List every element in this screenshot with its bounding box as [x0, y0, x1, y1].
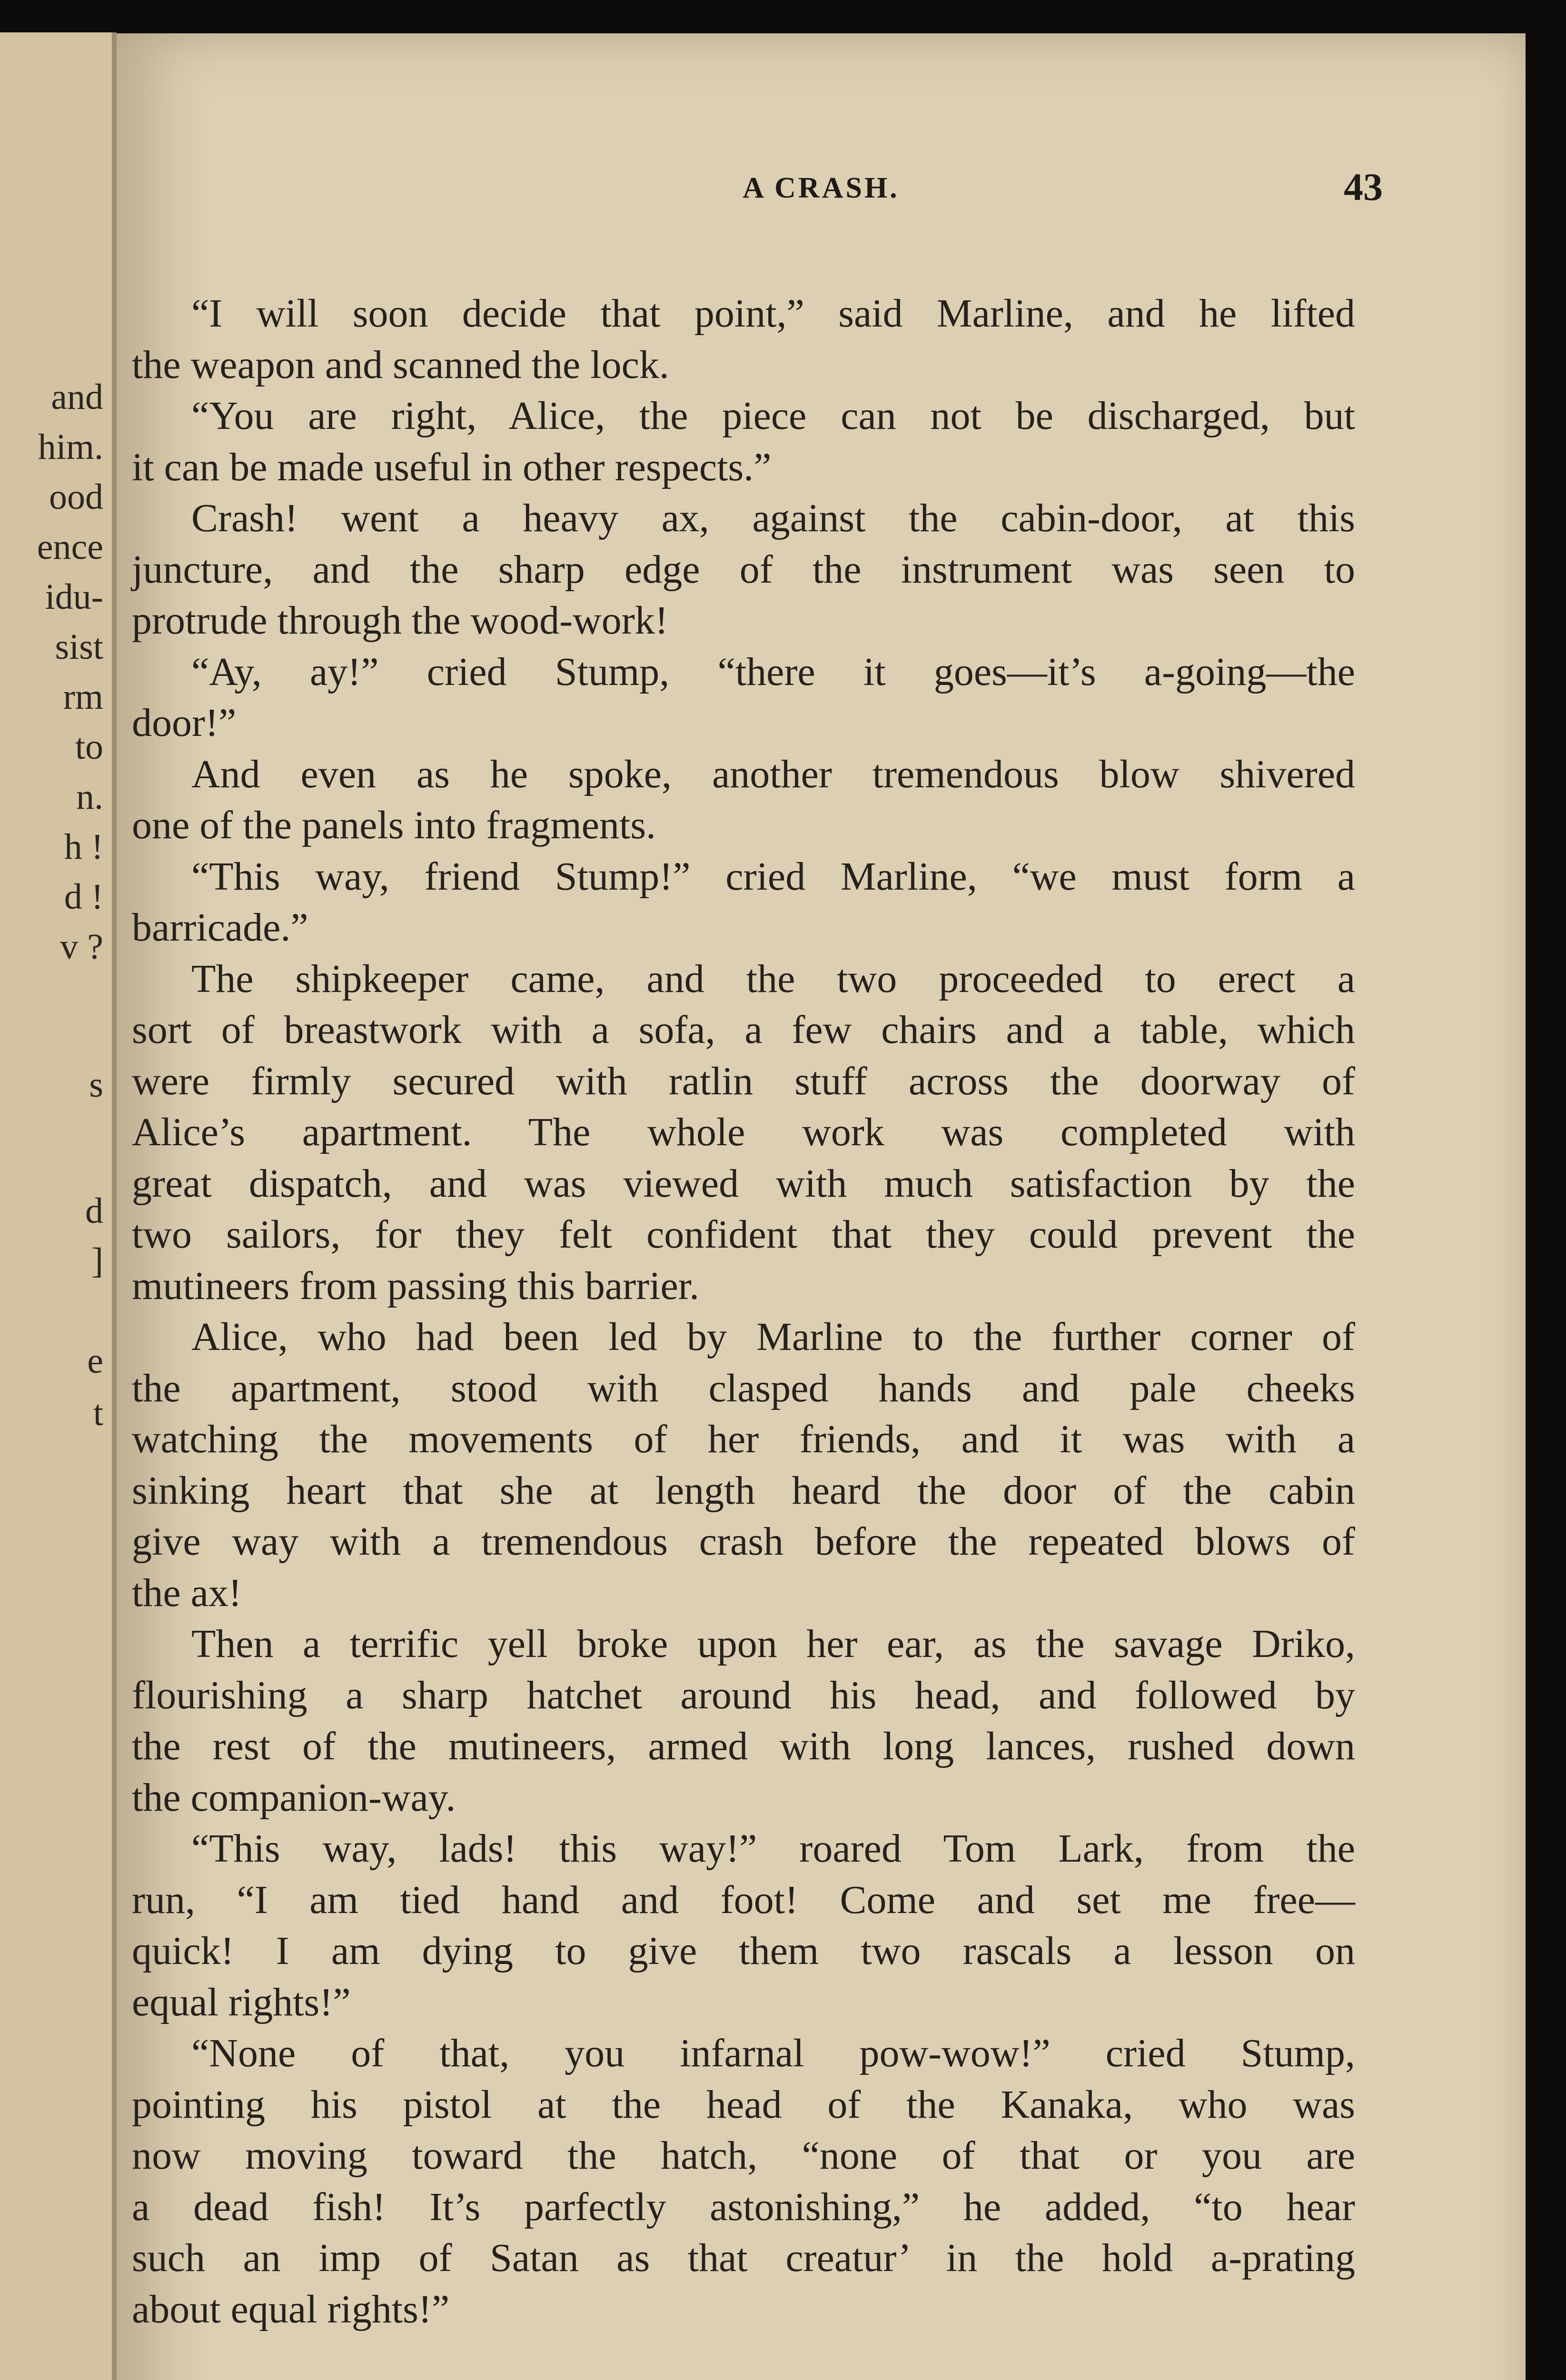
- text-line: the ax!: [132, 1570, 242, 1615]
- text-line: quick! I am dying to give them two rascals a lesson on: [132, 1929, 1355, 1973]
- text-line: “Ay, ay!” cried Stump, “there it goes—it’s a-going—the: [191, 649, 1355, 694]
- page-header: [117, 165, 1526, 228]
- left-page-fragment: to: [75, 727, 103, 767]
- left-page-fragment: him.: [38, 427, 103, 467]
- text-line: sort of breastwork with a sofa, a few chairs and a table, which: [132, 1008, 1355, 1052]
- text-line: mutineers from passing this barrier.: [132, 1263, 700, 1308]
- text-line: one of the panels into fragments.: [132, 803, 656, 847]
- text-line: sinking heart that she at length heard the door of the cabin: [132, 1468, 1355, 1513]
- text-line: now moving toward the hatch, “none of that or you are: [132, 2133, 1355, 2178]
- left-page-fragment: d !: [64, 877, 103, 917]
- text-line: run, “I am tied hand and foot! Come and set me free—: [132, 1877, 1355, 1922]
- text-line: Crash! went a heavy ax, against the cabin-door, at this: [191, 496, 1355, 540]
- left-page-fragment: ]: [91, 1241, 103, 1281]
- text-line: “This way, lads! this way!” roared Tom Lark, from the: [191, 1826, 1355, 1871]
- left-page-fragment: e: [87, 1341, 103, 1381]
- text-line: barricade.”: [132, 905, 308, 950]
- text-line: give way with a tremendous crash before the repeated blows of: [132, 1519, 1355, 1564]
- text-line: the weapon and scanned the lock.: [132, 342, 669, 387]
- text-line: such an imp of Satan as that creatur’ in the hold a-prating: [132, 2236, 1355, 2280]
- left-page-fragment: h !: [64, 827, 103, 867]
- text-line: pointing his pistol at the head of the Kanaka, who was: [132, 2082, 1355, 2127]
- text-line: And even as he spoke, another tremendous blow shivered: [191, 752, 1355, 796]
- text-line: “This way, friend Stump!” cried Marline, “we must form a: [191, 854, 1355, 899]
- text-line: protrude through the wood-work!: [132, 598, 668, 643]
- left-page-fragment: idu-: [45, 577, 103, 617]
- text-line: Alice, who had been led by Marline to the further corner of: [191, 1315, 1355, 1359]
- running-head: A CRASH.: [743, 172, 900, 204]
- left-page-fragment: ence: [37, 527, 103, 567]
- text-line: the rest of the mutineers, armed with long lances, rushed down: [132, 1724, 1355, 1768]
- text-line: great dispatch, and was viewed with much satisfaction by the: [132, 1161, 1355, 1206]
- text-line: watching the movements of her friends, and it was with a: [132, 1417, 1355, 1461]
- text-line: equal rights!”: [132, 1980, 351, 2024]
- text-line: flourishing a sharp hatchet around his head, and followed by: [132, 1673, 1355, 1717]
- left-page-fragment: v ?: [60, 927, 103, 967]
- text-line: the apartment, stood with clasped hands and pale cheeks: [132, 1366, 1355, 1410]
- left-page-fragment: sist: [55, 627, 103, 667]
- text-line: “None of that, you infarnal pow-wow!” cried Stump,: [191, 2031, 1355, 2075]
- left-page-fragment: n.: [76, 777, 103, 817]
- left-page-fragment: t: [93, 1393, 103, 1433]
- left-page-fragment: d: [85, 1191, 103, 1231]
- left-page-fragment: s: [89, 1065, 103, 1105]
- left-page-fragment: and: [51, 377, 103, 417]
- text-line: door!”: [132, 701, 237, 745]
- text-line: juncture, and the sharp edge of the instrument was seen to: [132, 547, 1355, 592]
- body-text: [132, 288, 1355, 2335]
- text-line: Alice’s apartment. The whole work was completed with: [132, 1110, 1355, 1154]
- text-line: “You are right, Alice, the piece can not be discharged, but: [191, 394, 1355, 438]
- left-page-fragment: rm: [63, 677, 103, 717]
- text-line: The shipkeeper came, and the two proceeded to erect a: [191, 956, 1355, 1001]
- text-line: two sailors, for they felt confident that they could prevent the: [132, 1212, 1355, 1257]
- left-page-fragment: ood: [49, 477, 103, 517]
- text-line: “I will soon decide that point,” said Marline, and he lifted: [191, 291, 1355, 336]
- text-line: were firmly secured with ratlin stuff across the doorway of: [132, 1059, 1355, 1103]
- text-line: it can be made useful in other respects.”: [132, 445, 772, 489]
- text-line: a dead fish! It’s parfectly astonishing,” he added, “to hear: [132, 2184, 1355, 2229]
- page-number: 43: [1344, 165, 1383, 208]
- text-line: about equal rights!”: [132, 2287, 450, 2331]
- text-line: Then a terrific yell broke upon her ear, as the savage Driko,: [191, 1622, 1355, 1666]
- text-line: the companion-way.: [132, 1775, 456, 1820]
- left-facing-page: [0, 32, 117, 2380]
- book-page: [117, 33, 1526, 2380]
